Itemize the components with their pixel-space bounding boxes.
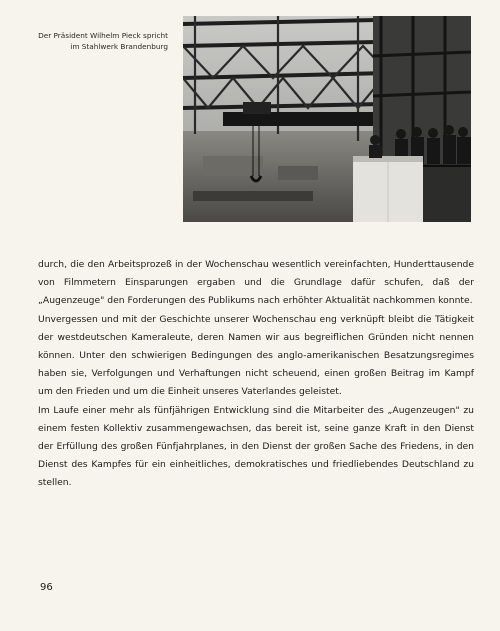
steelworks-photo: [183, 16, 471, 222]
body-text: [38, 256, 474, 493]
page-number: 96: [40, 582, 53, 593]
paragraph-1: durch, die den Arbeitsprozeß in der Wochenschau wesentlich vereinfachten, Hunderttausende von Filmmetern Einsparungen ergaben und die Grundlage dafür schufen, daß der „Augenzeuge" den Forderungen des Publikums nach erhöhter Aktualität nachkommen konnte.: [38, 259, 474, 307]
paragraph-2: Unvergessen und mit der Geschichte unserer Wochenschau eng verknüpft bleibt die Tätigkeit der westdeutschen Kameraleute, deren Namen wir aus begreiflichen Gründen nicht nennen können. Unter den schwierigen Bedingungen des anglo-amerikanischen Besatzungsregimes haben sie, Verfolgungen und Verhaftungen nicht scheuend, einen großen Beitrag im Kampf um den Frieden und um die Einheit unseres Vaterlandes geleistet.: [38, 313, 474, 398]
photo-caption: [8, 30, 168, 52]
caption-line-1: Der Präsident Wilhelm Pieck spricht: [38, 31, 168, 40]
paragraph-3: Im Laufe einer mehr als fünfjährigen Entwicklung sind die Mitarbeiter des „Augenzeugen" zu einem festen Kollektiv zusammengewachsen, das bereit ist, seine ganze Kraft in den Dienst der Erfüllung des großen Fünfjahrplanes, in den Dienst der großen Sache des Friedens, in den Dienst des Kampfes für ein einheitliches, demokratisches und friedliebendes Deutschland zu stellen.: [38, 404, 474, 489]
caption-line-2: im Stahlwerk Brandenburg: [70, 42, 168, 51]
